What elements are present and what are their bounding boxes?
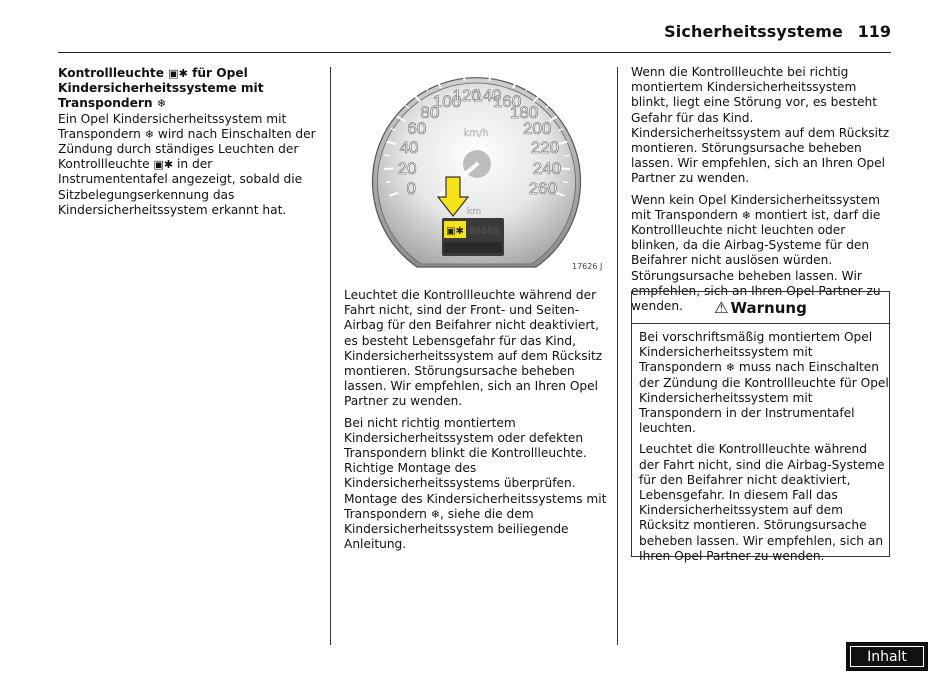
page-header bbox=[58, 18, 891, 53]
page-number: 119 bbox=[857, 22, 891, 41]
transponder-icon: ❄ bbox=[430, 507, 440, 521]
gauge-label: 220 bbox=[530, 138, 560, 158]
warning-header bbox=[632, 292, 889, 324]
child-seat-indicator-icon: ▣✱ bbox=[446, 226, 464, 237]
speed-unit: km/h bbox=[463, 128, 489, 139]
paragraph-blinking: Bei nicht richtig montiertem Kindersicherheitssystem oder defekten Transpondern blinkt die Kontrollleuchte. Richtige Montage des Kindersicherheitssystems überprüfen. Montage des Kindersicherheitssystems mit Transpondern ❄, siehe die dem Kindersicherheitssystem beiliegende Anleitung. bbox=[344, 415, 607, 552]
warning-icon: ⚠ bbox=[714, 298, 729, 317]
paragraph-no-system: Wenn kein Opel Kindersicherheitssystem mit Transpondern ❄ montiert ist, darf die Kontrollleuchte nicht leuchten oder blinken, da die Airbag-Systeme für den Beifahrer nicht auslösen würden. Störungsursache beheben lassen. Wir empfehlen, sich an Ihren Opel Partner zu wenden. bbox=[631, 192, 881, 314]
column-left bbox=[58, 66, 318, 224]
display-digits: 88888 bbox=[468, 226, 500, 237]
gauge-tick bbox=[503, 75, 504, 80]
paragraph-no-light: Leuchtet die Kontrollleuchte während der Fahrt nicht, sind der Front- und Seiten-Airbag für den Beifahrer nicht deaktiviert, es besteht Lebensgefahr für das Kind, Kindersicherheitssystem auf dem Rücksitz montieren. Störungsursache beheben lassen. Wir empfehlen, sich an Ihren Opel Partner zu wenden. bbox=[344, 288, 603, 409]
contents-button-label: Inhalt bbox=[867, 648, 907, 665]
transponder-icon: ❄ bbox=[741, 208, 751, 222]
gauge-tick bbox=[489, 72, 490, 81]
column-divider bbox=[330, 67, 331, 645]
display-lower bbox=[444, 242, 502, 253]
transponder-icon: ❄ bbox=[156, 97, 167, 111]
gauge-label: 60 bbox=[407, 119, 427, 139]
warning-paragraph-2: Leuchtet die Kontrollleuchte während der Fahrt nicht, sind die Airbag-Systeme für den Beifahrer nicht deaktiviert, Lebensgefahr. In diesem Fall das Kindersicherheitssystem auf dem Rücksitz montieren. Störungsursache beheben lassen. Wir empfehlen, sich an Ihren Opel Partner zu wenden. bbox=[639, 442, 885, 563]
transponder-icon: ❄ bbox=[144, 127, 154, 141]
gauge-label: 40 bbox=[399, 138, 419, 158]
gauge-label: 20 bbox=[397, 158, 417, 178]
warning-body bbox=[632, 324, 889, 564]
warning-title: Warnung bbox=[730, 298, 807, 317]
gauge-label: 260 bbox=[528, 178, 557, 198]
gauge-label: 120 bbox=[452, 85, 481, 105]
child-seat-indicator-icon: ▣✱ bbox=[153, 158, 174, 172]
speedometer-illustration bbox=[344, 64, 606, 278]
gauge-label: 140 bbox=[473, 85, 502, 105]
child-seat-indicator-icon: ▣✱ bbox=[168, 67, 188, 80]
odometer-unit: km bbox=[467, 207, 481, 217]
gauge-label: 160 bbox=[492, 91, 522, 111]
section-title: Sicherheitssysteme bbox=[664, 22, 843, 41]
warning-box bbox=[631, 291, 890, 563]
transponder-icon: ❄ bbox=[725, 361, 735, 375]
gauge-tick bbox=[463, 72, 464, 81]
paragraph-fault: Wenn die Kontrollleuchte bei richtig montiertem Kindersicherheitssystem blinkt, liegt eine Störung vor, es besteht Gefahr für das Kind. Kindersicherheitssystem auf dem Rücksitz montieren. Störungsursache beheben lassen. Wir empfehlen, sich an Ihren Opel Partner zu wenden. bbox=[631, 65, 890, 186]
column-middle bbox=[344, 288, 608, 558]
contents-button[interactable] bbox=[846, 642, 928, 671]
gauge-label: 240 bbox=[532, 158, 562, 178]
gauge-label: 100 bbox=[432, 91, 462, 111]
warning-paragraph-1: Bei vorschriftsmäßig montiertem Opel Kindersicherheitssystem mit Transpondern ❄ muss nach Einschalten der Zündung die Kontrollleuchte für Opel Kindersicherheitssystem mit Transpondern in der Instrumentafel leuchten. bbox=[639, 330, 889, 436]
gauge-tick bbox=[450, 75, 451, 80]
figure-number: 17626 J bbox=[572, 262, 603, 271]
gauge-label: 200 bbox=[522, 119, 552, 139]
gauge-tick bbox=[526, 87, 529, 91]
gauge-label: 180 bbox=[509, 103, 539, 123]
gauge-label: 0 bbox=[406, 178, 416, 198]
gauge-label: 80 bbox=[420, 103, 440, 123]
column-divider bbox=[617, 67, 618, 645]
column-right bbox=[631, 65, 893, 320]
indicator-description: Ein Opel Kindersicherheitssystem mit Transpondern ❄ wird nach Einschalten der Zündung durch ständiges Leuchten der Kontrollleuchte ▣✱ in der Instrumententafel angezeigt, sobald die Sitzbelegungserkennung das Kindersicherheitssystem erkannt hat. bbox=[58, 111, 316, 217]
indicator-heading: Kontrollleuchte ▣✱ für Opel Kindersicherheitssysteme mit Transpondern ❄ bbox=[58, 66, 264, 111]
speedometer-figure bbox=[344, 64, 606, 278]
